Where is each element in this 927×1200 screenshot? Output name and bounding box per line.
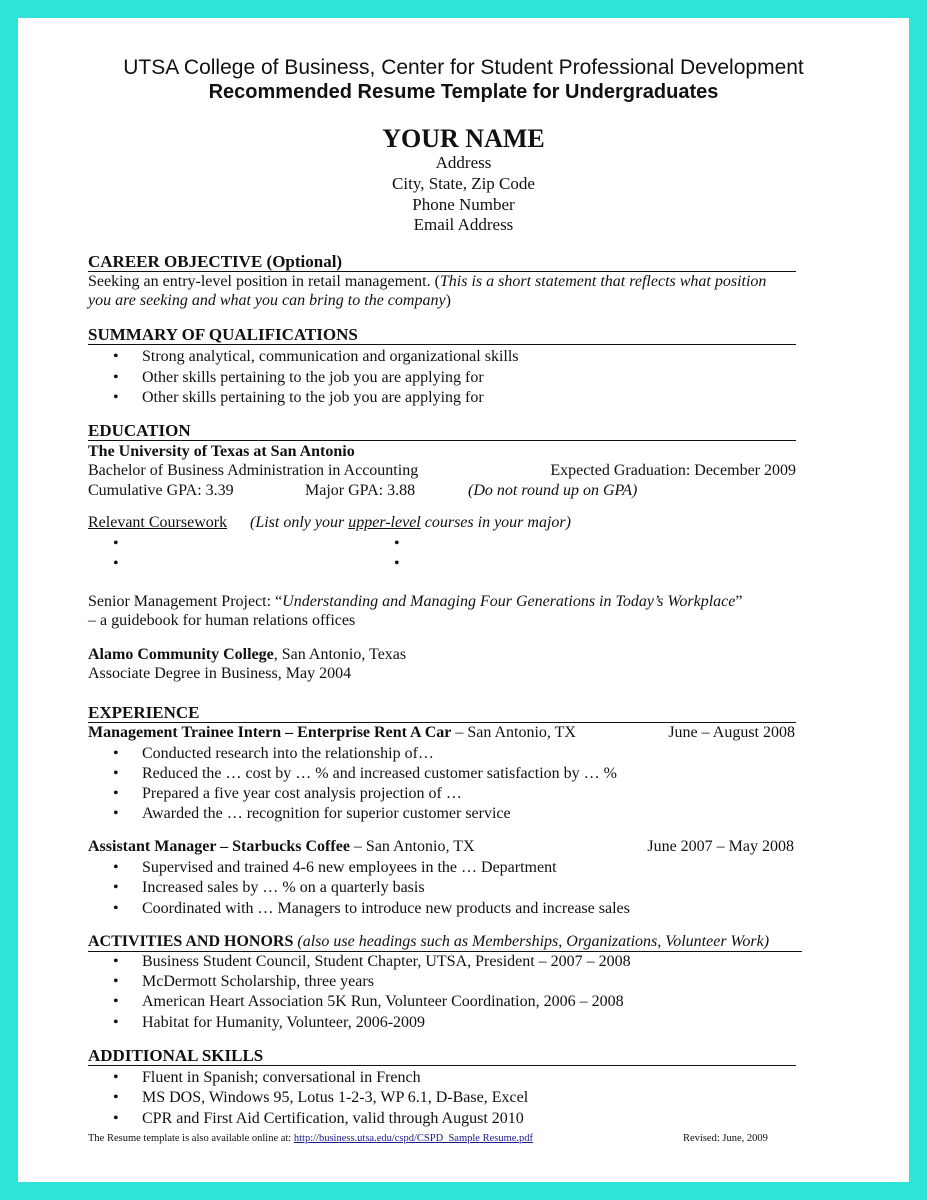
activities-heading-note: (also use headings such as Memberships, Organizations, Volunteer Work) xyxy=(293,933,770,950)
bullet: • xyxy=(113,805,119,822)
bullet: • xyxy=(113,973,119,990)
bullet: • xyxy=(113,1110,119,1127)
job-location: – San Antonio, TX xyxy=(349,838,475,855)
school-name: The University of Texas at San Antonio xyxy=(88,443,355,460)
list-item: MS DOS, Windows 95, Lotus 1-2-3, WP 6.1, D-Base, Excel xyxy=(142,1089,529,1106)
project-description: – a guidebook for human relations offices xyxy=(88,612,356,629)
college-2-degree: Associate Degree in Business, May 2004 xyxy=(88,665,352,682)
footer-text: The Resume template is also available online at: xyxy=(88,1133,294,1144)
email-line: Email Address xyxy=(413,215,514,234)
bullet: • xyxy=(113,535,119,552)
coursework-label: Relevant Coursework xyxy=(88,514,228,531)
job-location: – San Antonio, TX xyxy=(451,724,576,741)
list-item: American Heart Association 5K Run, Volunteer Coordination, 2006 – 2008 xyxy=(142,993,624,1010)
project-label: Senior Management Project: “ xyxy=(88,593,283,610)
list-item: Supervised and trained 4-6 new employees in the … Department xyxy=(142,859,557,876)
list-item: CPR and First Aid Certification, valid through August 2010 xyxy=(142,1110,524,1127)
activities-heading-text: ACTIVITIES AND HONORS xyxy=(88,933,294,950)
bullet: • xyxy=(113,1014,119,1031)
section-heading-education: EDUCATION xyxy=(88,422,796,441)
degree: Bachelor of Business Administration in Accounting xyxy=(88,462,419,479)
project-close: ” xyxy=(735,593,743,610)
objective-note-2: you are seeking and what you can bring to the company xyxy=(88,292,446,309)
coursework-note-c: courses in your major) xyxy=(420,514,571,531)
bullet: • xyxy=(113,1089,119,1106)
footer-note xyxy=(88,1133,533,1144)
list-item: Awarded the … recognition for superior customer service xyxy=(142,805,511,822)
list-item: Reduced the … cost by … % and increased customer satisfaction by … % xyxy=(142,765,617,782)
college-2 xyxy=(88,646,406,664)
list-item: Other skills pertaining to the job you are applying for xyxy=(142,369,484,386)
list-item: Habitat for Humanity, Volunteer, 2006-2009 xyxy=(142,1014,426,1031)
city-line: City, State, Zip Code xyxy=(392,174,535,193)
job-title: Assistant Manager – Starbucks Coffee xyxy=(88,838,350,855)
objective-text xyxy=(88,273,766,291)
list-item: Other skills pertaining to the job you are applying for xyxy=(142,389,484,406)
bullet: • xyxy=(113,953,119,970)
job-dates: June – August 2008 xyxy=(668,724,795,741)
resume-name: YOUR NAME xyxy=(382,124,545,153)
objective-close: ) xyxy=(445,292,451,309)
list-item: Business Student Council, Student Chapter, UTSA, President – 2007 – 2008 xyxy=(142,953,631,970)
coursework-note-a: (List only your xyxy=(250,514,349,531)
coursework-note-b: upper-level xyxy=(348,514,421,531)
gpa-note: (Do not round up on GPA) xyxy=(468,482,638,499)
bullet: • xyxy=(113,745,119,762)
revised-date: Revised: June, 2009 xyxy=(683,1133,768,1144)
bullet: • xyxy=(113,993,119,1010)
header-template-title: Recommended Resume Template for Undergraduates xyxy=(208,81,719,103)
bullet: • xyxy=(113,555,119,572)
list-item: Coordinated with … Managers to introduce new products and increase sales xyxy=(142,900,630,917)
bullet: • xyxy=(113,389,119,406)
section-heading-summary: SUMMARY OF QUALIFICATIONS xyxy=(88,326,796,345)
section-heading-skills: ADDITIONAL SKILLS xyxy=(88,1047,796,1066)
project-title: Understanding and Managing Four Generations in Today’s Workplace xyxy=(282,593,736,610)
header-institution: UTSA College of Business, Center for Student Professional Development xyxy=(123,56,804,79)
bullet: • xyxy=(394,555,400,572)
list-item: Strong analytical, communication and organizational skills xyxy=(142,348,519,365)
phone-line: Phone Number xyxy=(412,195,515,214)
bullet: • xyxy=(113,900,119,917)
senior-project xyxy=(88,593,742,611)
list-item: Fluent in Spanish; conversational in French xyxy=(142,1069,421,1086)
list-item: Prepared a five year cost analysis projection of … xyxy=(142,785,462,802)
list-item: Increased sales by … % on a quarterly basis xyxy=(142,879,425,896)
footer-link[interactable]: http://business.utsa.edu/cspd/CSPD_Sample Resume.pdf xyxy=(293,1133,534,1144)
bullet: • xyxy=(113,369,119,386)
college-2-location: , San Antonio, Texas xyxy=(273,646,407,663)
objective-note-1: This is a short statement that reflects what position xyxy=(439,273,767,290)
bullet: • xyxy=(113,879,119,896)
bullet: • xyxy=(394,535,400,552)
job-title-1 xyxy=(88,724,576,742)
college-2-name: Alamo Community College xyxy=(88,646,274,663)
bullet: • xyxy=(113,765,119,782)
job-title: Management Trainee Intern – Enterprise Rent A Car xyxy=(88,724,452,741)
bullet: • xyxy=(113,1069,119,1086)
bullet: • xyxy=(113,348,119,365)
bullet: • xyxy=(113,785,119,802)
bullet: • xyxy=(113,859,119,876)
list-item: Conducted research into the relationship of… xyxy=(142,745,434,762)
objective-statement: Seeking an entry-level position in retail management. ( xyxy=(88,273,440,290)
job-dates: June 2007 – May 2008 xyxy=(647,838,794,855)
section-heading-experience: EXPERIENCE xyxy=(88,704,796,723)
major-gpa: Major GPA: 3.88 xyxy=(305,482,416,499)
cumulative-gpa: Cumulative GPA: 3.39 xyxy=(88,482,234,499)
section-heading-activities xyxy=(88,933,802,952)
objective-text-2 xyxy=(88,292,451,310)
address-line: Address xyxy=(435,153,492,172)
coursework-note xyxy=(250,514,571,532)
graduation-date: Expected Graduation: December 2009 xyxy=(550,462,796,479)
section-heading-objective: CAREER OBJECTIVE (Optional) xyxy=(88,253,796,272)
job-title-2 xyxy=(88,838,475,856)
list-item: McDermott Scholarship, three years xyxy=(142,973,374,990)
